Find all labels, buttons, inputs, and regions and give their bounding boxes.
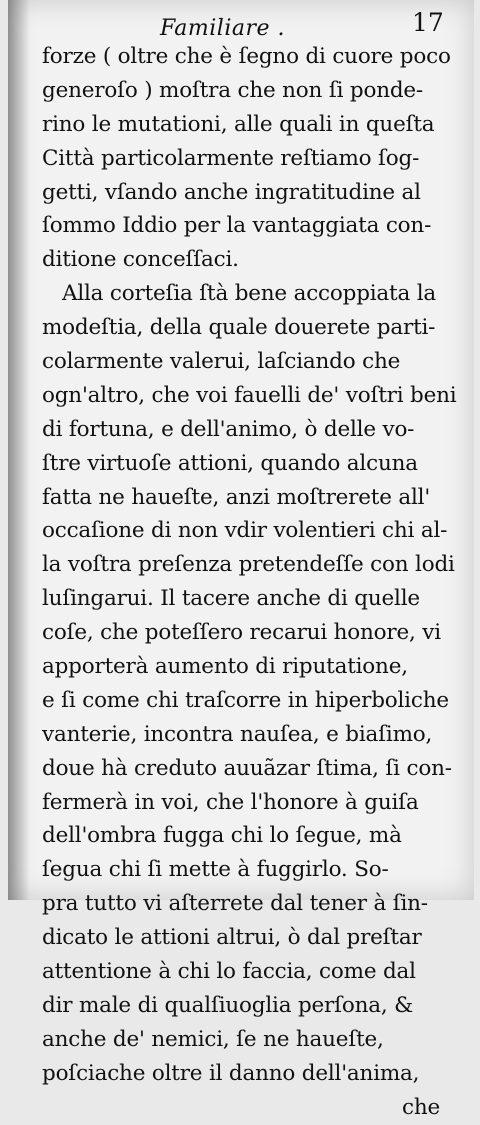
text-line: e ſi come chi traſcorre in hiperboliche bbox=[42, 687, 449, 713]
text-line: pra tutto vi aſterrete dal tener à ſin- bbox=[42, 891, 428, 917]
text-line: ditione conceſſaci. bbox=[42, 247, 239, 273]
running-head: Familiare . bbox=[160, 16, 285, 41]
text-line: generoſo ) moſtra che non ſi ponde- bbox=[42, 77, 423, 103]
text-line: colarmente valerui, laſciando che bbox=[42, 349, 401, 375]
book-page bbox=[8, 0, 474, 1120]
paragraph-start-line: Alla corteſia ſtà bene accoppiata la bbox=[62, 281, 437, 307]
text-line: coſe, che poteſſero recarui honore, vi bbox=[42, 620, 441, 646]
text-line: occaſione di non vdir volentieri chi al- bbox=[42, 518, 448, 544]
text-line: ogn'altro, che voi fauelli de' voſtri beni bbox=[42, 382, 457, 408]
body-text bbox=[42, 40, 462, 1125]
text-line: di fortuna, e dell'animo, ò delle vo- bbox=[42, 416, 415, 442]
text-line: fermerà in voi, che l'honore à guiſa bbox=[42, 789, 419, 815]
text-line: Città particolarmente reſtiamo ſog- bbox=[42, 145, 420, 171]
text-line: forze ( oltre che è ſegno di cuore poco bbox=[42, 44, 451, 69]
page-header bbox=[8, 0, 474, 40]
text-line: modeſtia, della quale douerete parti- bbox=[42, 315, 436, 341]
text-line: poſciache oltre il danno dell'anima, bbox=[42, 1060, 420, 1086]
text-line: anche de' nemici, ſe ne haueſte, bbox=[42, 1026, 384, 1052]
gutter-shadow bbox=[8, 0, 30, 900]
text-line: ſommo Iddio per la vantaggiata con- bbox=[42, 213, 432, 239]
text-line: dicato le attioni altrui, ò dal preſtar bbox=[42, 925, 422, 951]
text-line: doue hà creduto auuãzar ſtima, ſi con- bbox=[42, 755, 452, 781]
catchword: che bbox=[401, 1094, 440, 1120]
text-line: getti, vſando anche ingratitudine al bbox=[42, 179, 421, 205]
text-line: ſtre virtuoſe attioni, quando alcuna bbox=[42, 450, 418, 476]
text-line: attentione à chi lo faccia, come dal bbox=[42, 959, 416, 985]
text-line: dir male di qualſiuoglia perſona, & bbox=[42, 992, 414, 1018]
text-line: la voſtra preſenza pretendeſſe con lodi bbox=[42, 552, 455, 578]
text-line: apporterà aumento di riputatione, bbox=[42, 654, 408, 680]
page-number: 17 bbox=[412, 8, 444, 37]
text-line: luſingarui. Il tacere anche di quelle bbox=[42, 586, 420, 612]
text-line: ſegua chi ſi mette à fuggirlo. So- bbox=[42, 857, 389, 883]
text-line: rino le mutationi, alle quali in queſta bbox=[42, 111, 435, 137]
text-line: fatta ne haueſte, anzi moſtrerete all' bbox=[42, 484, 431, 510]
text-line: dell'ombra fugga chi lo ſegue, mà bbox=[42, 823, 402, 849]
text-line: vanterie, incontra nauſea, e biaſimo, bbox=[42, 721, 433, 747]
